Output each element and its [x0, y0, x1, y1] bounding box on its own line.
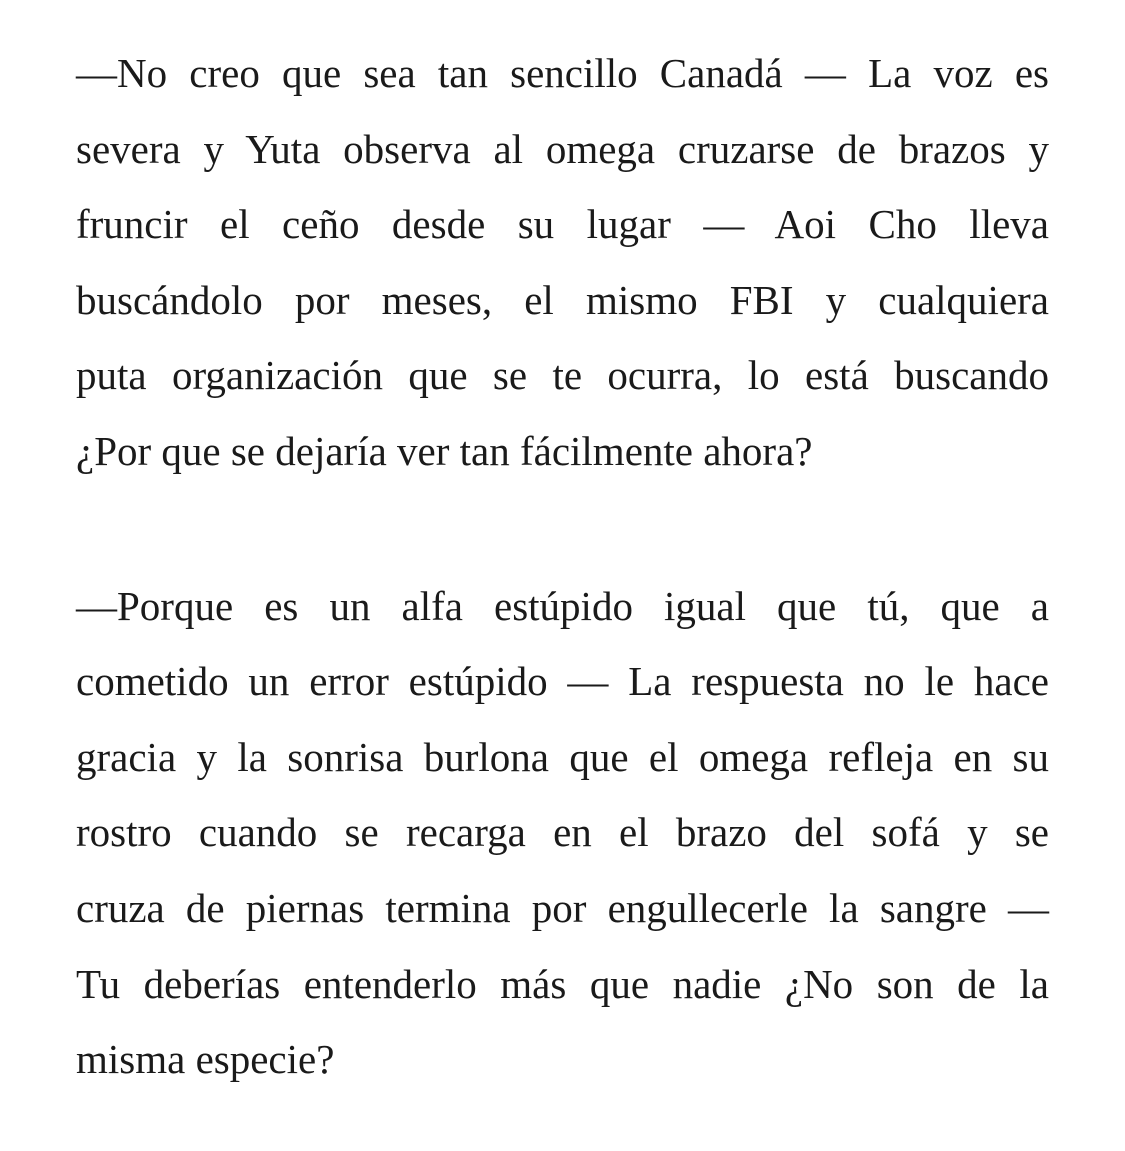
- paragraph-2: [76, 569, 1049, 1098]
- text-line: fruncir el ceño desde su lugar — Aoi Cho lleva: [76, 201, 1049, 248]
- text-line: gracia y la sonrisa burlona que el omega refleja en su: [76, 733, 1049, 780]
- paragraph-spacer: [76, 490, 1049, 569]
- text-line: rostro cuando se recarga en el brazo del sofá y se: [76, 809, 1049, 856]
- text-line: puta organización que se te ocurra, lo está buscando: [76, 352, 1049, 399]
- text-line: cometido un error estúpido — La respuesta no le hace: [76, 658, 1049, 705]
- paragraph-1: [76, 36, 1049, 490]
- text-line: buscándolo por meses, el mismo FBI y cualquiera: [76, 276, 1049, 323]
- text-line: Tu deberías entenderlo más que nadie ¿No son de la: [76, 960, 1049, 1007]
- text-line: —No creo que sea tan sencillo Canadá — La voz es: [76, 50, 1049, 96]
- text-line: cruza de piernas termina por engullecerle la sangre —: [76, 884, 1049, 931]
- text-line: misma especie?: [76, 1036, 335, 1083]
- text-line: ¿Por que se dejaría ver tan fácilmente ahora?: [76, 427, 813, 474]
- text-line: —Porque es un alfa estúpido igual que tú, que a: [76, 582, 1049, 629]
- document-page: [76, 36, 1049, 1098]
- text-line: severa y Yuta observa al omega cruzarse de brazos y: [76, 125, 1049, 172]
